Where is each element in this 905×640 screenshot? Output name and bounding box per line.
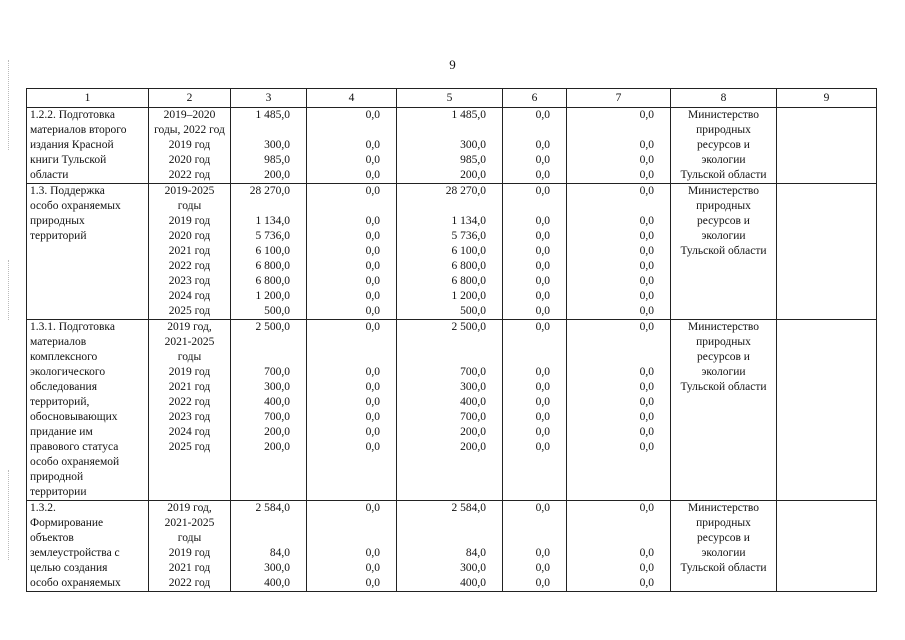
- period-cell-line: 2019 год: [168, 547, 211, 559]
- amount-col5-cell-line: [400, 335, 486, 350]
- amount-col7-cell-line: [570, 335, 654, 350]
- activity-name-cell-line: 1.3. Поддержка: [30, 185, 105, 197]
- activity-name-cell-line: 1.2.2. Подготовка: [30, 109, 115, 121]
- amount-col5-cell-line: 6 100,0: [451, 245, 486, 257]
- amount-col3-cell-line: 200,0: [264, 441, 290, 453]
- activity-name-cell-line: особо охраняемой: [30, 456, 120, 468]
- amount-col6-cell-line: [506, 516, 550, 531]
- scan-edge-mark: [8, 60, 9, 150]
- amount-col6-cell-line: 0,0: [535, 245, 550, 257]
- amount-col4-cell-line: [310, 335, 380, 350]
- amount-col3-cell: [231, 108, 307, 184]
- amount-col5-cell-line: 500,0: [460, 305, 486, 317]
- period-cell-line: 2021-2025: [164, 517, 215, 529]
- amount-col6-cell: [503, 184, 567, 320]
- amount-col6-cell-line: [506, 199, 550, 214]
- page-number: 9: [449, 57, 456, 72]
- amount-col5-cell-line: 2 584,0: [451, 502, 486, 514]
- scan-edge-mark: [8, 260, 9, 320]
- activity-name-cell-line: обосновывающих: [30, 411, 118, 423]
- amount-col7-cell-line: 0,0: [639, 366, 654, 378]
- amount-col7-cell-line: 0,0: [639, 577, 654, 589]
- amount-col7-cell-line: 0,0: [639, 109, 654, 121]
- amount-col3-cell-line: 500,0: [264, 305, 290, 317]
- amount-col5-cell-line: [400, 516, 486, 531]
- period-cell: [149, 501, 231, 592]
- activity-name-cell-line: территории: [30, 486, 87, 498]
- period-cell-line: годы, 2022 год: [154, 124, 225, 136]
- amount-col4-cell-line: 0,0: [365, 547, 380, 559]
- amount-col6-cell: [503, 501, 567, 592]
- amount-col5-cell-line: 300,0: [460, 562, 486, 574]
- budget-table: [26, 88, 877, 592]
- amount-col7-cell-line: [570, 350, 654, 365]
- amount-col7-cell-line: 0,0: [639, 290, 654, 302]
- amount-col6-cell-line: [506, 123, 550, 138]
- period-cell-line: годы: [177, 351, 202, 363]
- amount-col4-cell-line: 0,0: [365, 562, 380, 574]
- amount-col4-cell-line: 0,0: [365, 577, 380, 589]
- executor-cell-line: Министерство: [688, 109, 759, 121]
- amount-col4-cell: [307, 501, 397, 592]
- amount-col7-cell-line: 0,0: [639, 426, 654, 438]
- column-header-5: 5: [397, 89, 503, 108]
- amount-col7-cell-line: 0,0: [639, 441, 654, 453]
- amount-col4-cell-line: 0,0: [365, 139, 380, 151]
- amount-col4-cell-line: 0,0: [365, 502, 380, 514]
- amount-col4-cell: [307, 184, 397, 320]
- amount-col6-cell-line: 0,0: [535, 215, 550, 227]
- period-cell-line: 2019 год,: [167, 502, 212, 514]
- executor-cell-line: природных: [696, 517, 751, 529]
- period-cell-line: 2022 год: [168, 396, 211, 408]
- amount-col6-cell-line: 0,0: [535, 275, 550, 287]
- executor-cell-line: экологии: [701, 547, 746, 559]
- amount-col7-cell: [567, 108, 671, 184]
- amount-col7-cell-line: [570, 199, 654, 214]
- column-header-3: 3: [231, 89, 307, 108]
- amount-col5-cell-line: 84,0: [465, 547, 486, 559]
- amount-col5-cell-line: 6 800,0: [451, 260, 486, 272]
- column-header-6: 6: [503, 89, 567, 108]
- amount-col4-cell-line: 0,0: [365, 154, 380, 166]
- amount-col3-cell-line: 700,0: [264, 366, 290, 378]
- amount-col6-cell-line: 0,0: [535, 411, 550, 423]
- amount-col3-cell-line: [234, 350, 290, 365]
- amount-col7-cell-line: [570, 123, 654, 138]
- amount-col3-cell-line: 300,0: [264, 562, 290, 574]
- period-cell-line: 2021 год: [168, 245, 211, 257]
- amount-col6-cell-line: [506, 335, 550, 350]
- table-row: [27, 501, 877, 592]
- amount-col4-cell-line: 0,0: [365, 426, 380, 438]
- activity-name-cell-line: материалов второго: [30, 124, 127, 136]
- amount-col5-cell-line: 700,0: [460, 411, 486, 423]
- amount-col4-cell-line: 0,0: [365, 185, 380, 197]
- amount-col7-cell-line: 0,0: [639, 305, 654, 317]
- amount-col7-cell: [567, 184, 671, 320]
- amount-col5-cell-line: 985,0: [460, 154, 486, 166]
- column-header-4: 4: [307, 89, 397, 108]
- amount-col4-cell-line: [310, 531, 380, 546]
- amount-col3-cell-line: 985,0: [264, 154, 290, 166]
- period-cell: [149, 184, 231, 320]
- activity-name-cell-line: 1.3.2.: [30, 502, 56, 514]
- executor-cell-line: ресурсов и: [697, 139, 750, 151]
- period-cell-line: 2019 год: [168, 139, 211, 151]
- activity-name-cell-line: территорий,: [30, 396, 90, 408]
- amount-col6-cell-line: 0,0: [535, 230, 550, 242]
- amount-col5-cell-line: 2 500,0: [451, 321, 486, 333]
- activity-name-cell-line: издания Красной: [30, 139, 114, 151]
- amount-col3-cell-line: 1 134,0: [255, 215, 290, 227]
- amount-col7-cell-line: 0,0: [639, 275, 654, 287]
- amount-col5-cell-line: [400, 123, 486, 138]
- amount-col5-cell-line: 300,0: [460, 381, 486, 393]
- amount-col5-cell-line: 6 800,0: [451, 275, 486, 287]
- period-cell-line: 2019-2025: [164, 185, 215, 197]
- activity-name-cell: [27, 108, 149, 184]
- executor-cell: [671, 501, 777, 592]
- amount-col4-cell-line: [310, 350, 380, 365]
- amount-col6-cell: [503, 320, 567, 501]
- amount-col7-cell-line: 0,0: [639, 396, 654, 408]
- amount-col4-cell-line: 0,0: [365, 305, 380, 317]
- amount-col3-cell-line: 5 736,0: [255, 230, 290, 242]
- amount-col5-cell-line: 300,0: [460, 139, 486, 151]
- column-header-9: 9: [777, 89, 877, 108]
- scan-edge-mark: [8, 470, 9, 560]
- amount-col7-cell-line: [570, 531, 654, 546]
- amount-col6-cell: [503, 108, 567, 184]
- executor-cell-line: природных: [696, 336, 751, 348]
- amount-col6-cell-line: 0,0: [535, 502, 550, 514]
- executor-cell-line: экологии: [701, 366, 746, 378]
- amount-col5-cell-line: 28 270,0: [445, 185, 486, 197]
- amount-col6-cell-line: 0,0: [535, 366, 550, 378]
- amount-col6-cell-line: 0,0: [535, 154, 550, 166]
- amount-col3-cell-line: [234, 516, 290, 531]
- column-header-8: 8: [671, 89, 777, 108]
- amount-col3-cell-line: 2 500,0: [255, 321, 290, 333]
- activity-name-cell: [27, 320, 149, 501]
- amount-col4-cell: [307, 108, 397, 184]
- activity-name-cell-line: экологического: [30, 366, 106, 378]
- amount-col6-cell-line: 0,0: [535, 441, 550, 453]
- activity-name-cell-line: Формирование: [30, 517, 104, 529]
- activity-name-cell-line: придание им: [30, 426, 93, 438]
- amount-col7-cell-line: 0,0: [639, 230, 654, 242]
- period-cell-line: 2023 год: [168, 275, 211, 287]
- period-cell-line: 2024 год: [168, 426, 211, 438]
- amount-col6-cell-line: [506, 531, 550, 546]
- executor-cell: [671, 108, 777, 184]
- amount-col7-cell-line: 0,0: [639, 411, 654, 423]
- period-cell-line: 2024 год: [168, 290, 211, 302]
- executor-cell-line: природных: [696, 124, 751, 136]
- activity-name-cell-line: целью создания: [30, 562, 108, 574]
- amount-col3-cell-line: 1 485,0: [255, 109, 290, 121]
- executor-cell-line: природных: [696, 200, 751, 212]
- executor-cell: [671, 320, 777, 501]
- amount-col6-cell-line: 0,0: [535, 547, 550, 559]
- amount-col7-cell: [567, 320, 671, 501]
- period-cell: [149, 320, 231, 501]
- amount-col7-cell-line: 0,0: [639, 185, 654, 197]
- amount-col7-cell: [567, 501, 671, 592]
- column-header-2: 2: [149, 89, 231, 108]
- period-cell-line: 2020 год: [168, 154, 211, 166]
- amount-col5-cell-line: 200,0: [460, 441, 486, 453]
- activity-name-cell-line: природных: [30, 215, 85, 227]
- amount-col5-cell-line: 1 134,0: [451, 215, 486, 227]
- amount-col3-cell-line: 6 800,0: [255, 275, 290, 287]
- amount-col7-cell-line: [570, 516, 654, 531]
- amount-col7-cell-line: 0,0: [639, 260, 654, 272]
- amount-col4-cell-line: [310, 123, 380, 138]
- amount-col3-cell-line: 700,0: [264, 411, 290, 423]
- period-cell-line: 2021 год: [168, 381, 211, 393]
- activity-name-cell-line: территорий: [30, 230, 87, 242]
- period-cell-line: 2019–2020: [163, 109, 216, 121]
- amount-col4-cell-line: 0,0: [365, 169, 380, 181]
- executor-cell-line: Тульской области: [680, 169, 767, 181]
- amount-col4-cell-line: 0,0: [365, 109, 380, 121]
- table-body: [27, 108, 877, 592]
- period-cell-line: 2023 год: [168, 411, 211, 423]
- amount-col6-cell-line: 0,0: [535, 396, 550, 408]
- period-cell-line: 2022 год: [168, 577, 211, 589]
- amount-col6-cell-line: 0,0: [535, 381, 550, 393]
- amount-col3-cell-line: 300,0: [264, 139, 290, 151]
- column9-cell: [777, 501, 877, 592]
- amount-col4-cell-line: 0,0: [365, 260, 380, 272]
- amount-col4-cell-line: 0,0: [365, 396, 380, 408]
- column-header-1: 1: [27, 89, 149, 108]
- amount-col3-cell-line: 6 800,0: [255, 260, 290, 272]
- period-cell-line: 2022 год: [168, 260, 211, 272]
- table-row: [27, 320, 877, 501]
- amount-col4-cell-line: [310, 516, 380, 531]
- period-cell-line: 2021-2025: [164, 336, 215, 348]
- amount-col6-cell-line: 0,0: [535, 139, 550, 151]
- period-cell-line: годы: [177, 532, 202, 544]
- amount-col4-cell-line: 0,0: [365, 366, 380, 378]
- amount-col7-cell-line: 0,0: [639, 139, 654, 151]
- amount-col5-cell-line: [400, 531, 486, 546]
- executor-cell-line: экологии: [701, 154, 746, 166]
- amount-col6-cell-line: 0,0: [535, 290, 550, 302]
- amount-col7-cell-line: 0,0: [639, 154, 654, 166]
- amount-col7-cell-line: 0,0: [639, 215, 654, 227]
- activity-name-cell-line: правового статуса: [30, 441, 119, 453]
- activity-name-cell-line: особо охраняемых: [30, 577, 121, 589]
- amount-col6-cell-line: 0,0: [535, 185, 550, 197]
- amount-col3-cell-line: 400,0: [264, 577, 290, 589]
- amount-col4-cell-line: 0,0: [365, 321, 380, 333]
- executor-cell-line: Министерство: [688, 502, 759, 514]
- amount-col3-cell-line: [234, 335, 290, 350]
- amount-col5-cell: [397, 184, 503, 320]
- amount-col3-cell-line: [234, 531, 290, 546]
- amount-col6-cell-line: 0,0: [535, 305, 550, 317]
- executor-cell-line: экологии: [701, 230, 746, 242]
- amount-col3-cell-line: [234, 199, 290, 214]
- amount-col5-cell-line: 1 485,0: [451, 109, 486, 121]
- activity-name-cell-line: материалов: [30, 336, 87, 348]
- amount-col5-cell-line: 200,0: [460, 426, 486, 438]
- amount-col6-cell-line: [506, 350, 550, 365]
- period-cell-line: 2021 год: [168, 562, 211, 574]
- amount-col4-cell-line: 0,0: [365, 411, 380, 423]
- amount-col5-cell: [397, 108, 503, 184]
- executor-cell: [671, 184, 777, 320]
- period-cell-line: 2025 год: [168, 441, 211, 453]
- amount-col6-cell-line: 0,0: [535, 426, 550, 438]
- amount-col4-cell-line: [310, 199, 380, 214]
- executor-cell-line: Тульской области: [680, 381, 767, 393]
- period-cell-line: 2019 год: [168, 366, 211, 378]
- amount-col6-cell-line: 0,0: [535, 260, 550, 272]
- activity-name-cell-line: области: [30, 169, 69, 181]
- amount-col5-cell: [397, 320, 503, 501]
- activity-name-cell-line: природной: [30, 471, 84, 483]
- executor-cell-line: Тульской области: [680, 245, 767, 257]
- amount-col6-cell-line: 0,0: [535, 109, 550, 121]
- executor-cell-line: ресурсов и: [697, 351, 750, 363]
- executor-cell-line: Тульской области: [680, 562, 767, 574]
- amount-col3-cell: [231, 320, 307, 501]
- activity-name-cell-line: объектов: [30, 532, 74, 544]
- amount-col3-cell: [231, 501, 307, 592]
- activity-name-cell-line: комплексного: [30, 351, 98, 363]
- amount-col7-cell-line: 0,0: [639, 321, 654, 333]
- amount-col4-cell-line: 0,0: [365, 275, 380, 287]
- amount-col4-cell-line: 0,0: [365, 215, 380, 227]
- amount-col3-cell-line: 400,0: [264, 396, 290, 408]
- amount-col5-cell-line: [400, 199, 486, 214]
- period-cell-line: годы: [177, 200, 202, 212]
- activity-name-cell-line: землеустройства с: [30, 547, 120, 559]
- amount-col4-cell-line: 0,0: [365, 245, 380, 257]
- amount-col4-cell-line: 0,0: [365, 290, 380, 302]
- amount-col7-cell-line: 0,0: [639, 547, 654, 559]
- amount-col5-cell-line: 5 736,0: [451, 230, 486, 242]
- amount-col5-cell-line: 200,0: [460, 169, 486, 181]
- amount-col3-cell: [231, 184, 307, 320]
- amount-col6-cell-line: 0,0: [535, 577, 550, 589]
- amount-col3-cell-line: 300,0: [264, 381, 290, 393]
- executor-cell-line: ресурсов и: [697, 532, 750, 544]
- executor-cell-line: Министерство: [688, 185, 759, 197]
- table-row: [27, 108, 877, 184]
- table-row: [27, 184, 877, 320]
- amount-col3-cell-line: [234, 123, 290, 138]
- amount-col3-cell-line: 84,0: [269, 547, 290, 559]
- activity-name-cell-line: обследования: [30, 381, 97, 393]
- amount-col4-cell-line: 0,0: [365, 230, 380, 242]
- amount-col5-cell: [397, 501, 503, 592]
- amount-col7-cell-line: 0,0: [639, 562, 654, 574]
- period-cell: [149, 108, 231, 184]
- amount-col7-cell-line: 0,0: [639, 381, 654, 393]
- amount-col5-cell-line: 700,0: [460, 366, 486, 378]
- amount-col7-cell-line: 0,0: [639, 245, 654, 257]
- activity-name-cell-line: книги Тульской: [30, 154, 107, 166]
- amount-col5-cell-line: [400, 350, 486, 365]
- amount-col7-cell-line: 0,0: [639, 502, 654, 514]
- table-header: [27, 89, 877, 108]
- amount-col5-cell-line: 400,0: [460, 396, 486, 408]
- amount-col3-cell-line: 2 584,0: [255, 502, 290, 514]
- amount-col4-cell-line: 0,0: [365, 381, 380, 393]
- period-cell-line: 2019 год,: [167, 321, 212, 333]
- activity-name-cell-line: особо охраняемых: [30, 200, 121, 212]
- period-cell-line: 2022 год: [168, 169, 211, 181]
- column9-cell: [777, 320, 877, 501]
- activity-name-cell: [27, 501, 149, 592]
- amount-col7-cell-line: 0,0: [639, 169, 654, 181]
- amount-col5-cell-line: 1 200,0: [451, 290, 486, 302]
- amount-col3-cell-line: 1 200,0: [255, 290, 290, 302]
- amount-col3-cell-line: 28 270,0: [249, 185, 290, 197]
- period-cell-line: 2025 год: [168, 305, 211, 317]
- amount-col6-cell-line: 0,0: [535, 562, 550, 574]
- executor-cell-line: ресурсов и: [697, 215, 750, 227]
- column9-cell: [777, 108, 877, 184]
- amount-col4-cell: [307, 320, 397, 501]
- executor-cell-line: Министерство: [688, 321, 759, 333]
- amount-col4-cell-line: 0,0: [365, 441, 380, 453]
- amount-col5-cell-line: 400,0: [460, 577, 486, 589]
- period-cell-line: 2019 год: [168, 215, 211, 227]
- column9-cell: [777, 184, 877, 320]
- amount-col6-cell-line: 0,0: [535, 321, 550, 333]
- amount-col3-cell-line: 200,0: [264, 169, 290, 181]
- amount-col3-cell-line: 6 100,0: [255, 245, 290, 257]
- amount-col3-cell-line: 200,0: [264, 426, 290, 438]
- activity-name-cell-line: 1.3.1. Подготовка: [30, 321, 115, 333]
- activity-name-cell: [27, 184, 149, 320]
- column-header-7: 7: [567, 89, 671, 108]
- period-cell-line: 2020 год: [168, 230, 211, 242]
- amount-col6-cell-line: 0,0: [535, 169, 550, 181]
